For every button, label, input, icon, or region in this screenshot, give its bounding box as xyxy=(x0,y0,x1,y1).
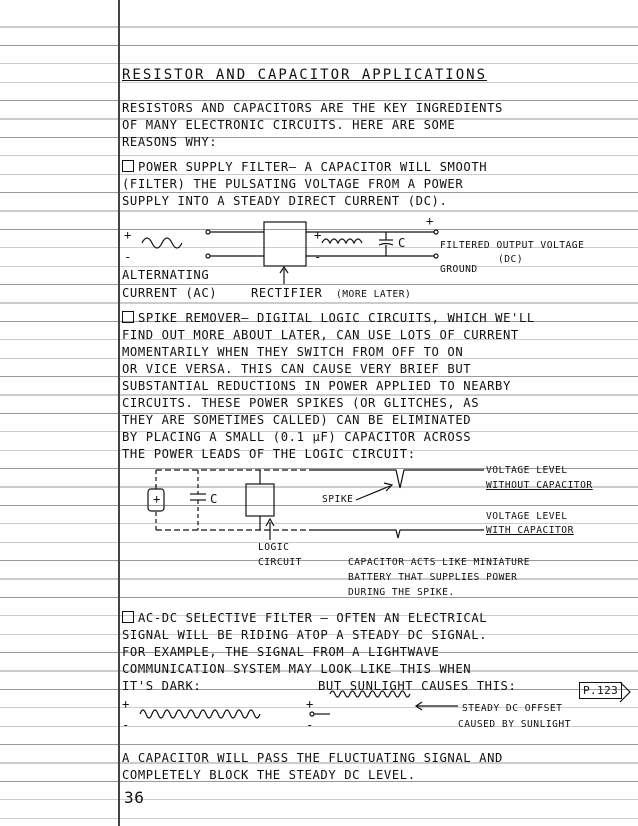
pulsating-wave-icon xyxy=(322,239,362,243)
plus-sign: + xyxy=(306,697,314,711)
spike-trace xyxy=(310,470,484,488)
page-reference: P.123 xyxy=(579,682,622,699)
spike-line: BY PLACING A SMALL (0.1 µF) CAPACITOR ACROSS xyxy=(122,430,472,444)
logic-label: LOGIC xyxy=(258,542,290,553)
minus-sign: - xyxy=(122,718,130,732)
cap-label: C xyxy=(210,492,218,506)
smooth-trace xyxy=(310,530,484,538)
offset-signal-icon xyxy=(330,691,410,697)
spike-line: THE POWER LEADS OF THE LOGIC CIRCUIT: xyxy=(122,447,416,461)
acdc-line: COMMUNICATION SYSTEM MAY LOOK LIKE THIS WHEN xyxy=(122,662,472,676)
minus-sign: - xyxy=(314,250,322,264)
spike-line: SUBSTANTIAL REDUCTIONS IN POWER APPLIED TO NEARBY xyxy=(122,379,511,393)
with-label: WITH CAPACITOR xyxy=(486,525,574,536)
spike-line: OR VICE VERSA. THIS CAN CAUSE VERY BRIEF BUT xyxy=(122,362,472,376)
output-unit: (DC) xyxy=(498,254,524,265)
closing-line: A CAPACITOR WILL PASS THE FLUCTUATING SIGNAL AND xyxy=(122,751,503,765)
signal-wave-icon xyxy=(140,710,260,718)
terminal-icon xyxy=(434,230,438,234)
spike-line: THEY ARE SOMETIMES CALLED) CAN BE ELIMINATED xyxy=(122,413,472,427)
power-filter-heading: POWER SUPPLY FILTER— A CAPACITOR WILL SMOOTH xyxy=(138,160,488,174)
terminal-icon xyxy=(206,254,210,258)
logic-label: CIRCUIT xyxy=(258,557,302,568)
spike-line: CIRCUITS. THESE POWER SPIKES (OR GLITCHES, AS xyxy=(122,396,480,410)
without-label: WITHOUT CAPACITOR xyxy=(486,480,593,491)
without-label: VOLTAGE LEVEL xyxy=(486,465,568,476)
spike-note: CAPACITOR ACTS LIKE MINIATURE xyxy=(348,557,531,568)
plus-sign: + xyxy=(122,697,130,711)
acdc-line: IT'S DARK: xyxy=(122,679,202,693)
capacitor-plate xyxy=(379,244,393,246)
acdc-heading: AC-DC SELECTIVE FILTER — OFTEN AN ELECTRICAL xyxy=(138,611,488,625)
rectifier-box xyxy=(264,222,306,266)
cap-label: C xyxy=(398,236,406,250)
terminal-icon xyxy=(310,712,314,716)
minus-sign: - xyxy=(124,250,132,264)
closing-line: COMPLETELY BLOCK THE STEADY DC LEVEL. xyxy=(122,768,416,782)
intro-line: RESISTORS AND CAPACITORS ARE THE KEY INGREDIENTS xyxy=(122,101,503,115)
intro-line: OF MANY ELECTRONIC CIRCUITS. HERE ARE SOME xyxy=(122,118,456,132)
spike-diagram xyxy=(148,470,484,540)
with-label: VOLTAGE LEVEL xyxy=(486,511,568,522)
acdc-diagram xyxy=(140,682,630,718)
offset-label: STEADY DC OFFSET xyxy=(462,703,563,714)
plus-sign: + xyxy=(426,214,434,228)
ac-label: CURRENT (AC) xyxy=(122,286,218,300)
spike-line: FIND OUT MORE ABOUT LATER, CAN USE LOTS OF CURRENT xyxy=(122,328,519,342)
ac-label: ALTERNATING xyxy=(122,268,210,282)
plus-sign: + xyxy=(314,228,322,242)
power-supply-diagram xyxy=(142,222,438,284)
logic-circuit-box xyxy=(246,484,274,516)
acdc-line: BUT SUNLIGHT CAUSES THIS: xyxy=(318,679,517,693)
acdc-line: FOR EXAMPLE, THE SIGNAL FROM A LIGHTWAVE xyxy=(122,645,440,659)
spike-heading: SPIKE REMOVER— DIGITAL LOGIC CIRCUITS, WHICH WE'LL xyxy=(138,311,535,325)
plus-sign: + xyxy=(124,228,132,242)
acdc-line: SIGNAL WILL BE RIDING ATOP A STEADY DC SIGNAL. xyxy=(122,628,488,642)
spike-note: DURING THE SPIKE. xyxy=(348,587,455,598)
power-filter-line: (FILTER) THE PULSATING VOLTAGE FROM A POWER xyxy=(122,177,464,191)
spike-line: MOMENTARILY WHEN THEY SWITCH FROM OFF TO ON xyxy=(122,345,464,359)
ac-wave-icon xyxy=(142,238,182,248)
battery-plus: + xyxy=(153,492,161,506)
minus-sign: - xyxy=(306,718,314,732)
spike-note: BATTERY THAT SUPPLIES POWER xyxy=(348,572,518,583)
rectifier-note: (MORE LATER) xyxy=(336,289,412,300)
terminal-icon xyxy=(206,230,210,234)
offset-label: CAUSED BY SUNLIGHT xyxy=(458,719,571,730)
intro-line: REASONS WHY: xyxy=(122,135,218,149)
arrow-icon xyxy=(356,486,390,500)
spike-label: SPIKE xyxy=(322,494,354,505)
arrow-head-icon xyxy=(620,682,630,702)
battery-icon xyxy=(148,489,164,511)
page-title: RESISTOR AND CAPACITOR APPLICATIONS xyxy=(122,67,488,83)
power-filter-line: SUPPLY INTO A STEADY DIRECT CURRENT (DC). xyxy=(122,194,448,208)
terminal-icon xyxy=(434,254,438,258)
ground-label: GROUND xyxy=(440,264,478,275)
output-label: FILTERED OUTPUT VOLTAGE xyxy=(440,240,585,251)
page-number: 36 xyxy=(124,788,145,807)
rectifier-label: RECTIFIER xyxy=(251,286,323,300)
